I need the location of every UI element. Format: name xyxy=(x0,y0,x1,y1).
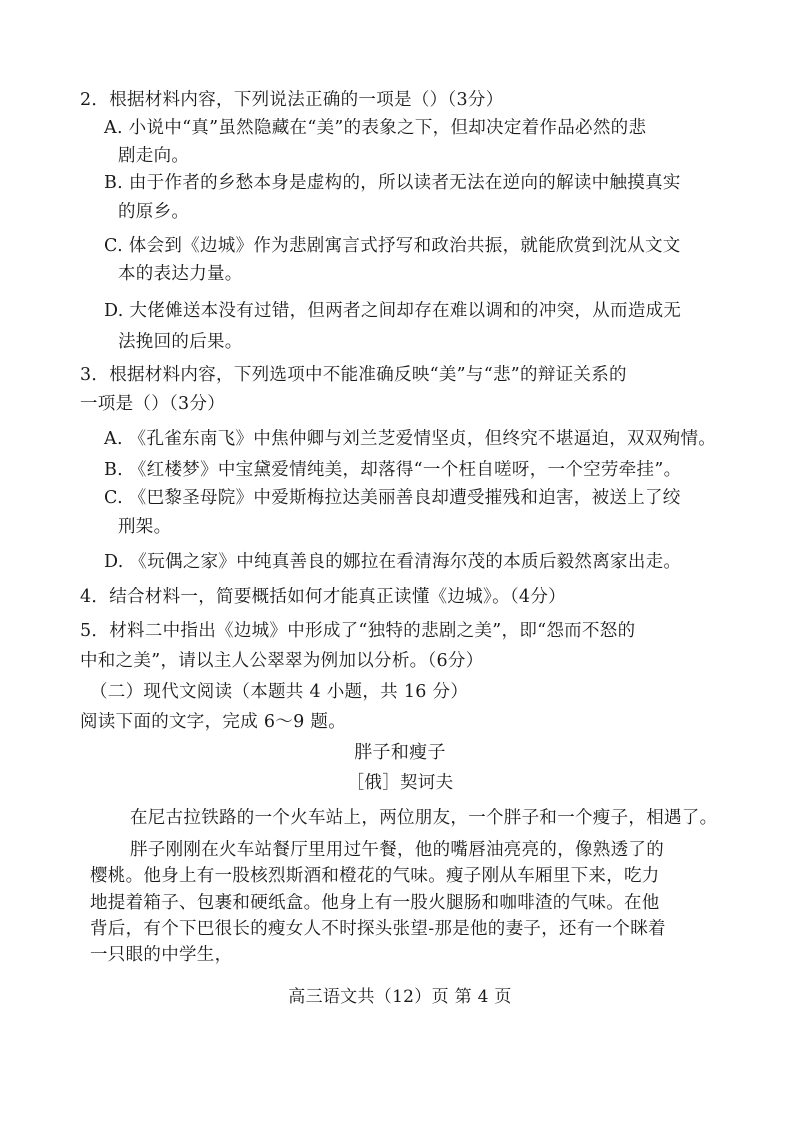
story-author: ［俄］契诃夫 xyxy=(346,773,454,793)
question-3-stem-cont: 一项是（）（3分） xyxy=(80,394,226,414)
story-paragraph-2-line-5: 一只眼的中学生， xyxy=(90,945,233,965)
question-3-option-c: C. 《巴黎圣母院》中爱斯梅拉达美丽善良却遭受摧残和迫害，被送上了绞 xyxy=(104,488,681,508)
question-2-stem: 2．根据材料内容，下列说法正确的一项是（）（3分） xyxy=(80,90,504,110)
story-paragraph-1: 在尼古拉铁路的一个火车站上，两位朋友，一个胖子和一个瘦子，相遇了。 xyxy=(130,808,718,828)
story-title: 胖子和瘦子 xyxy=(354,742,446,763)
question-3-option-a: A. 《孔雀东南飞》中焦仲卿与刘兰芝爱情坚贞，但终究不堪逼迫，双双殉情。 xyxy=(104,429,717,449)
story-paragraph-2-line-4: 背后，有个下巴很长的瘦女人不时探头张望-那是他的妻子，还有一个眯着 xyxy=(90,919,666,939)
question-2-option-b: B. 由于作者的乡愁本身是虚构的，所以读者无法在逆向的解读中触摸真实 xyxy=(104,173,681,193)
story-paragraph-2-line-2: 樱桃。他身上有一股核烈斯酒和橙花的气味。瘦子刚从车厢里下来，吃力 xyxy=(90,866,660,886)
question-3-option-b: B. 《红楼梦》中宝黛爱情纯美，却落得“一个枉自嗟呀，一个空劳牵挂”。 xyxy=(104,460,682,480)
question-2-option-a: A. 小说中“真”虽然隐藏在“美”的表象之下，但却决定着作品必然的悲 xyxy=(104,118,647,138)
reading-instruction: 阅读下面的文字，完成 6～9 题。 xyxy=(80,712,346,732)
question-2-option-a-cont: 剧走向。 xyxy=(118,146,190,166)
question-4: 4．结合材料一，简要概括如何才能真正读懂《边城》。（4分） xyxy=(80,587,566,607)
question-2-option-b-cont: 的原乡。 xyxy=(118,202,190,222)
question-2-option-d: D. 大佬傩送本没有过错，但两者之间却存在难以调和的冲突，从而造成无 xyxy=(104,301,682,321)
question-2-option-d-cont: 法挽回的后果。 xyxy=(118,332,243,352)
question-3-option-d: D. 《玩偶之家》中纯真善良的娜拉在看清海尔茂的本质后毅然离家出走。 xyxy=(104,552,682,572)
question-3-option-c-cont: 刑架。 xyxy=(118,517,172,537)
story-paragraph-2: 胖子刚刚在火车站餐厅里用过午餐，他的嘴唇油亮亮的，像熟透了的 xyxy=(130,840,664,860)
question-2-option-c: C. 体会到《边城》作为悲剧寓言式抒写和政治共振，就能欣赏到沈从文文 xyxy=(104,236,681,256)
question-5: 5．材料二中指出《边城》中形成了“独特的悲剧之美”，即“怨而不怒的 xyxy=(80,621,636,641)
question-5-cont: 中和之美”，请以主人公翠翠为例加以分析。（6分） xyxy=(80,651,484,671)
question-3-stem: 3．根据材料内容，下列选项中不能准确反映“美”与“悲”的辩证关系的 xyxy=(80,365,627,385)
page-footer: 高三语文共（12）页 第 4 页 xyxy=(288,987,512,1007)
section-heading: （二）现代文阅读（本题共 4 小题，共 16 分） xyxy=(90,682,469,702)
question-2-option-c-cont: 本的表达力量。 xyxy=(118,264,243,284)
story-paragraph-2-line-3: 地提着箱子、包裹和硬纸盒。他身上有一股火腿肠和咖啡渣的气味。在他 xyxy=(90,893,660,913)
